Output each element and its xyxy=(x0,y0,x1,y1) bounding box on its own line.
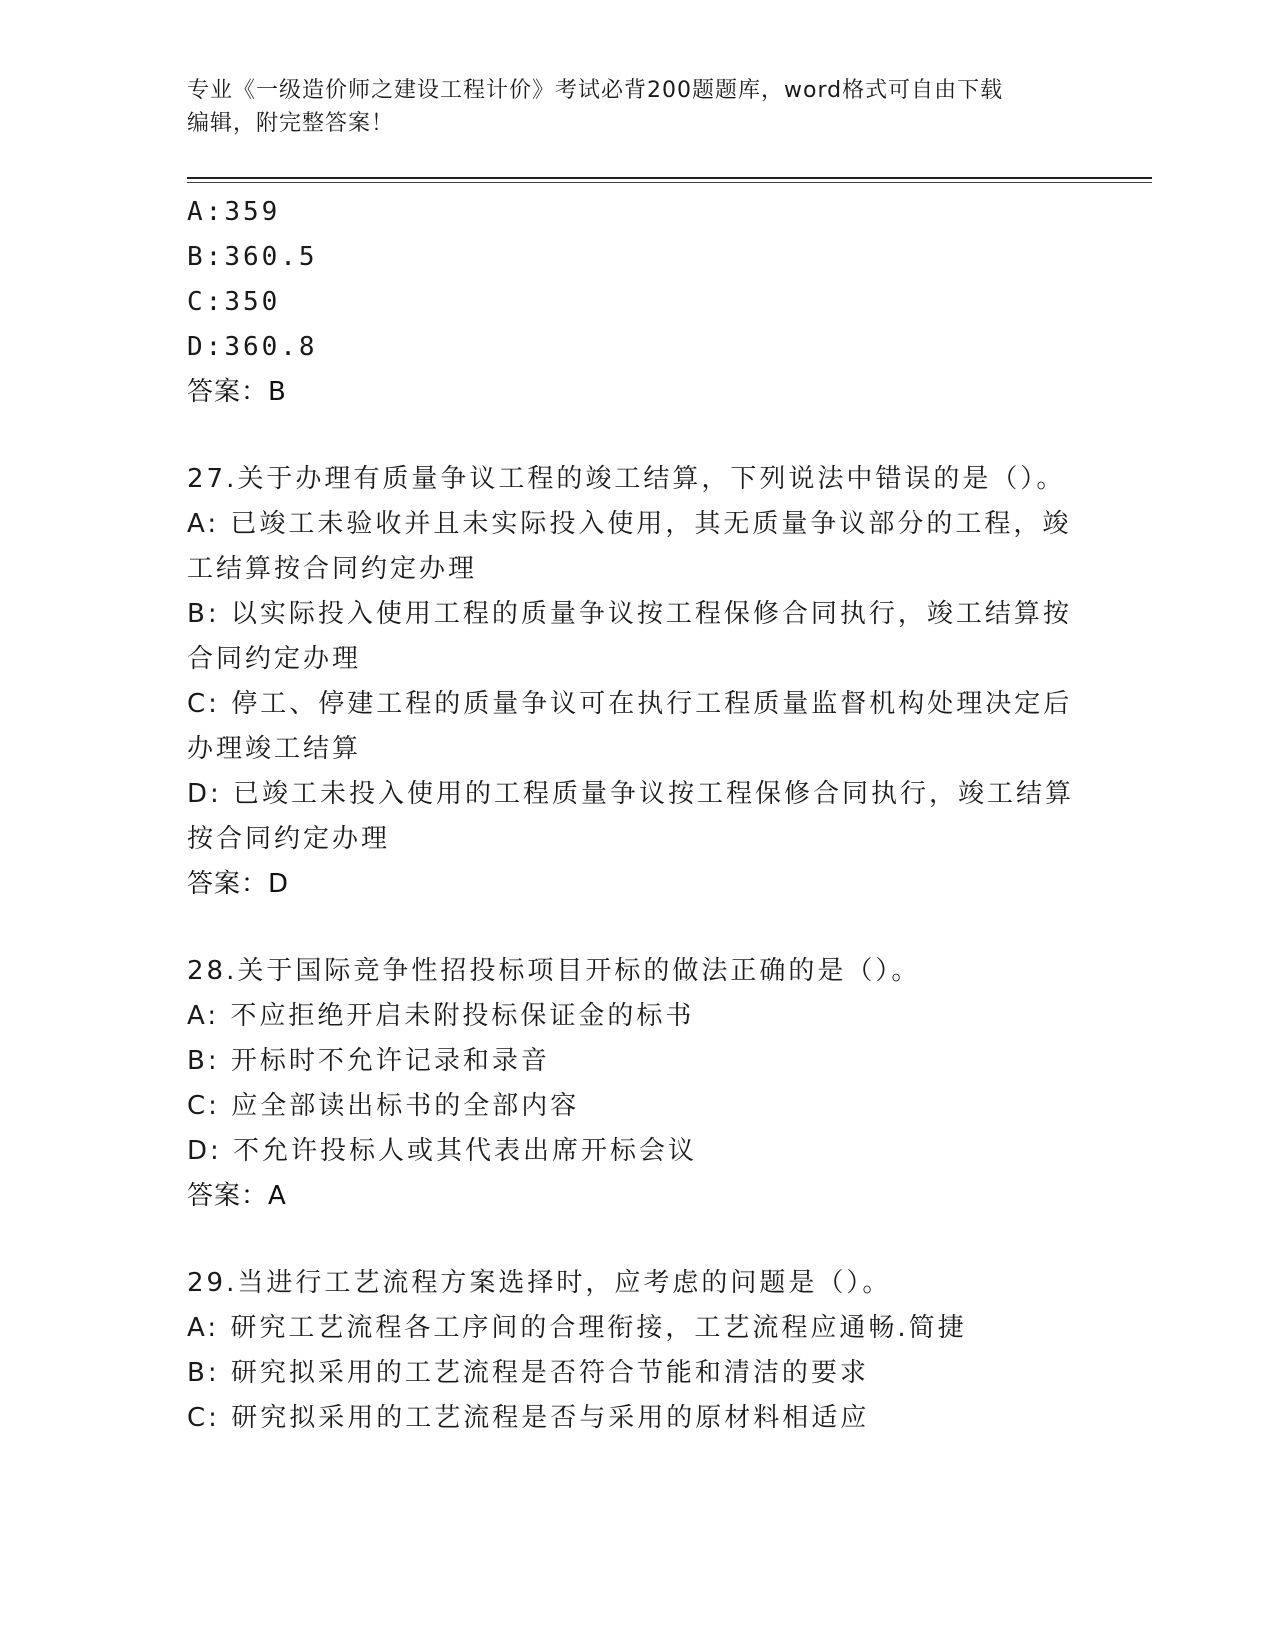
option-text-line-1: 已竣工未投入使用的工程质量争议按工程保修合同执行，竣工结算 xyxy=(233,779,1075,809)
option-c xyxy=(187,1396,1087,1441)
header-rule-thin xyxy=(187,182,1152,183)
question-29-block xyxy=(187,1261,1087,1441)
option-label: D: xyxy=(187,332,225,362)
option-text: 研究工艺流程各工序间的合理衔接，工艺流程应通畅.简捷 xyxy=(230,1313,967,1343)
option-b xyxy=(187,592,1087,637)
option-text-line-1: 以实际投入使用工程的质量争议按工程保修合同执行，竣工结算按 xyxy=(230,599,1072,629)
option-text: 360.5 xyxy=(224,242,318,272)
option-d-continuation: 按合同约定办理 xyxy=(187,824,391,854)
question-text: 29.当进行工艺流程方案选择时，应考虑的问题是（）。 xyxy=(187,1268,892,1298)
spacer xyxy=(187,907,1087,949)
option-label: B: xyxy=(187,1358,220,1388)
option-text: 350 xyxy=(224,287,281,317)
option-label: A: xyxy=(187,1313,220,1343)
option-text: 研究拟采用的工艺流程是否符合节能和清洁的要求 xyxy=(230,1358,869,1388)
document-header xyxy=(187,74,1087,140)
option-a xyxy=(187,1306,1087,1351)
option-label: C: xyxy=(187,1091,220,1121)
spacer xyxy=(187,415,1087,457)
option-c xyxy=(187,682,1087,727)
option-d xyxy=(187,325,1087,370)
header-line-1: 专业《一级造价师之建设工程计价》考试必背200题题库，word格式可自由下载 xyxy=(187,78,1004,103)
question-27-block xyxy=(187,457,1087,907)
question-text: 27.关于办理有质量争议工程的竣工结算，下列说法中错误的是（）。 xyxy=(187,464,1066,494)
option-b xyxy=(187,1351,1087,1396)
option-text: 开标时不允许记录和录音 xyxy=(230,1046,550,1076)
option-label: D: xyxy=(187,779,222,809)
option-label: C: xyxy=(187,1403,220,1433)
option-label: C: xyxy=(187,287,225,317)
option-text: 不应拒绝开启未附投标保证金的标书 xyxy=(230,1001,695,1031)
option-label: A: xyxy=(187,197,225,227)
option-text: 应全部读出标书的全部内容 xyxy=(231,1091,580,1121)
option-text: 359 xyxy=(224,197,281,227)
option-a xyxy=(187,190,1087,235)
option-a-continuation: 工结算按合同约定办理 xyxy=(187,554,478,584)
option-text-line-1: 已竣工未验收并且未实际投入使用，其无质量争议部分的工程，竣 xyxy=(230,509,1072,539)
option-c xyxy=(187,1084,1087,1129)
option-label: B: xyxy=(187,599,220,629)
option-label: B: xyxy=(187,1046,220,1076)
answer-line: 答案：D xyxy=(187,869,290,899)
option-label: D: xyxy=(187,1136,222,1166)
document-page xyxy=(187,0,1147,1650)
spacer xyxy=(187,1219,1087,1261)
option-d xyxy=(187,772,1087,817)
question-26-block xyxy=(187,190,1087,415)
option-b xyxy=(187,1039,1087,1084)
answer-line: 答案：B xyxy=(187,377,287,407)
option-a xyxy=(187,994,1087,1039)
option-c xyxy=(187,280,1087,325)
option-b-continuation: 合同约定办理 xyxy=(187,644,362,674)
option-label: C: xyxy=(187,689,220,719)
option-a xyxy=(187,502,1087,547)
question-28-block xyxy=(187,949,1087,1219)
option-text: 研究拟采用的工艺流程是否与采用的原材料相适应 xyxy=(231,1403,870,1433)
option-text: 不允许投标人或其代表出席开标会议 xyxy=(233,1136,698,1166)
header-rule-thick xyxy=(187,177,1152,179)
header-line-2: 编辑，附完整答案！ xyxy=(187,111,395,136)
option-label: B: xyxy=(187,242,225,272)
option-d xyxy=(187,1129,1087,1174)
question-text: 28.关于国际竞争性招投标项目开标的做法正确的是（）。 xyxy=(187,956,921,986)
option-b xyxy=(187,235,1087,280)
option-text-line-1: 停工、停建工程的质量争议可在执行工程质量监督机构处理决定后 xyxy=(231,689,1073,719)
option-label: A: xyxy=(187,1001,220,1031)
option-label: A: xyxy=(187,509,220,539)
document-body xyxy=(187,190,1087,1441)
option-text: 360.8 xyxy=(224,332,318,362)
answer-line: 答案：A xyxy=(187,1181,287,1211)
option-c-continuation: 办理竣工结算 xyxy=(187,734,362,764)
